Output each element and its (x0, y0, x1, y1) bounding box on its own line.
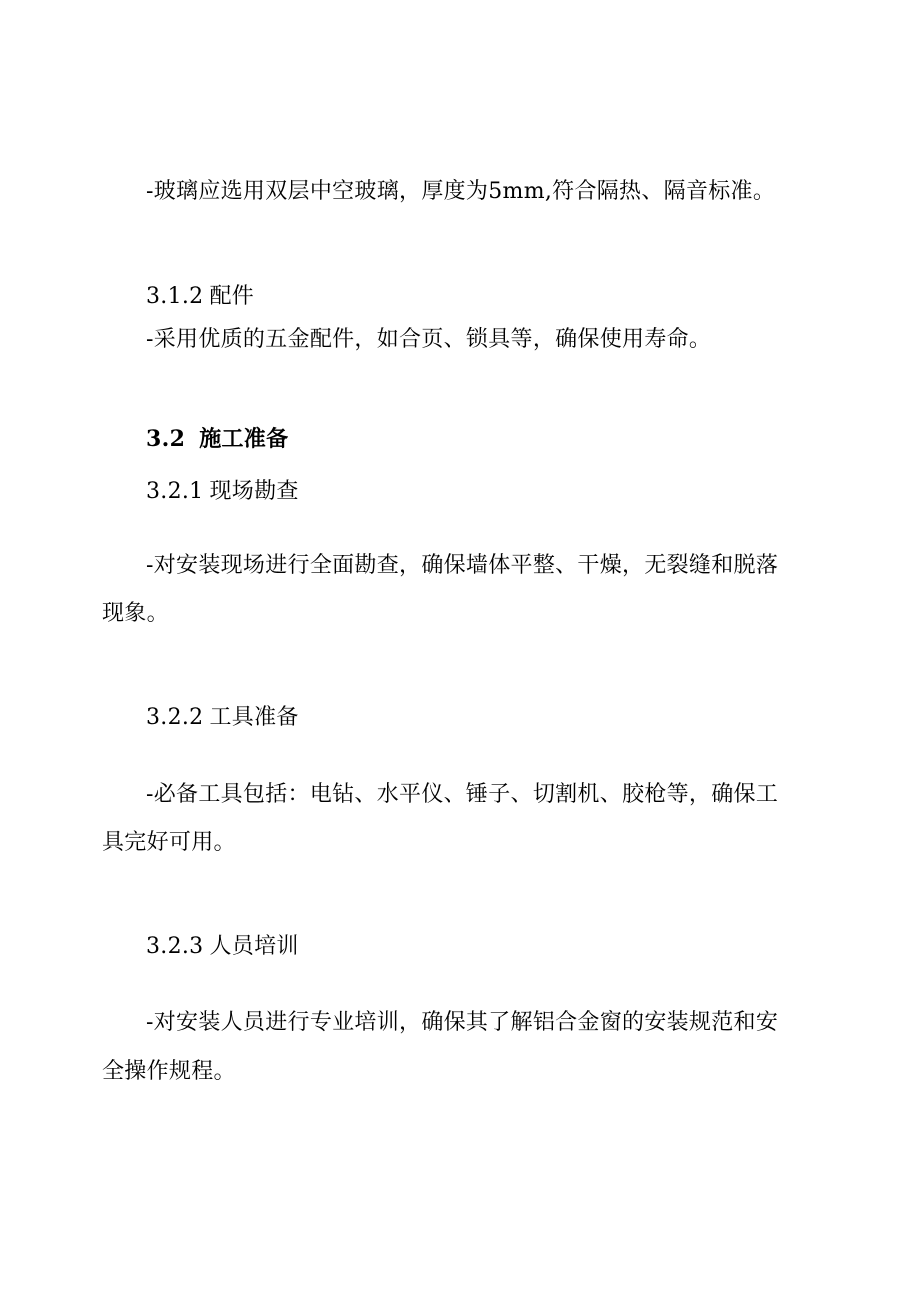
section-number: 3.2.2 (146, 705, 204, 730)
section-3-2-1-heading (146, 472, 866, 512)
section-3-2-1-paragraph-line-2: 现象。 (102, 601, 169, 626)
section-3-2-heading (146, 419, 866, 459)
glass-paragraph: -玻璃应选用双层中空玻璃，厚度为5mm,符合隔热、隔音标准。 (146, 179, 776, 204)
section-title: 施工准备 (199, 426, 289, 452)
section-number: 3.2.1 (146, 479, 204, 504)
section-3-1-2-heading (146, 277, 866, 317)
section-3-2-1-paragraph-line-1: -对安装现场进行全面勘查，确保墙体平整、干燥，无裂缝和脱落 (146, 553, 779, 578)
section-3-2-3-paragraph-line-1: -对安装人员进行专业培训，确保其了解铝合金窗的安装规范和安 (146, 1010, 779, 1035)
section-title: 人员培训 (209, 934, 299, 959)
section-3-2-2-paragraph-line-2: 具完好可用。 (102, 830, 236, 855)
section-3-1-2-paragraph: -采用优质的五金配件，如合页、锁具等，确保使用寿命。 (146, 327, 712, 352)
section-number: 3.2.3 (146, 934, 204, 959)
section-title: 工具准备 (209, 705, 299, 730)
section-number: 3.1.2 (146, 284, 204, 309)
section-title: 现场勘查 (209, 479, 299, 504)
section-3-2-3-paragraph-line-2: 全操作规程。 (102, 1059, 236, 1084)
section-number: 3.2 (146, 426, 186, 452)
section-3-2-2-heading (146, 698, 866, 738)
section-title: 配件 (209, 284, 255, 309)
section-3-2-2-paragraph-line-1: -必备工具包括：电钻、水平仪、锤子、切割机、胶枪等，确保工 (146, 782, 779, 807)
section-3-2-3-heading (146, 927, 866, 967)
